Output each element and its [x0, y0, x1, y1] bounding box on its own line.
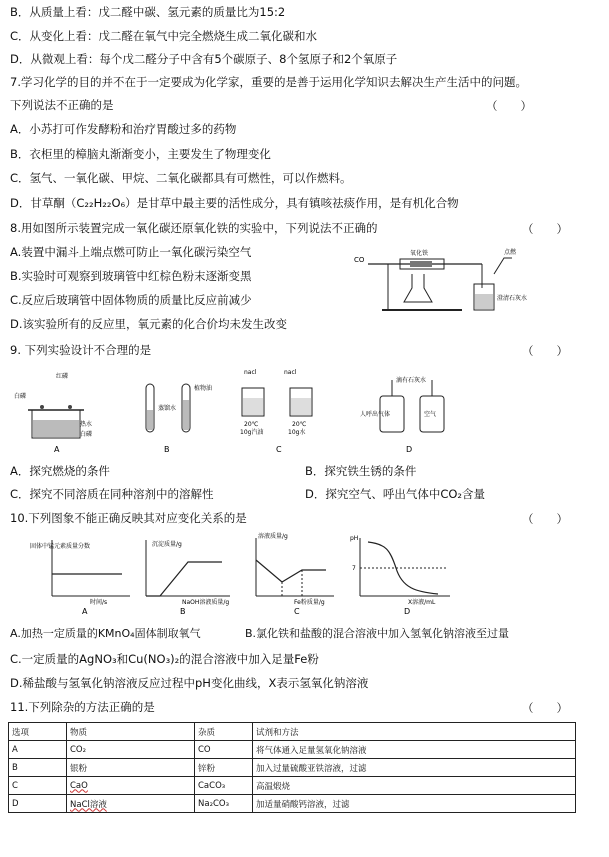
table-row [9, 777, 576, 795]
table-header-row [9, 723, 576, 741]
q8-option-b: B.实验时可观察到玻璃管中红棕色粉末逐渐变黑 [10, 269, 252, 283]
fig-c-left-label: nacl [244, 369, 257, 376]
table-cell: 加适量硝酸钙溶液，过滤 [253, 795, 576, 813]
fig-c-temp2: 20℃ [292, 421, 307, 428]
fig-ignite-label: 点燃 [504, 249, 517, 256]
graph-b-y-label: 沉淀质量/g [152, 541, 182, 548]
fig-white-phosphorus2-label: 白磷 [80, 431, 93, 438]
table-cell: 银粉 [67, 759, 195, 777]
fig-white-phosphorus-label: 白磷 [14, 393, 27, 400]
table-header-cell: 选项 [9, 723, 67, 741]
fig-c-solvent1: 10g汽油 [240, 429, 264, 436]
graph-letter-a: A [82, 607, 88, 616]
q6-option-b: B．从质量上看：戊二醛中碳、氢元素的质量比为15:2 [10, 5, 286, 19]
q6-option-d: D．从微观上看：每个戊二醛分子中含有5个碳原子、8个氢原子和2个氧原子 [10, 52, 398, 66]
q10-graph-d [346, 530, 456, 614]
q8-option-a: A.装置中漏斗上端点燃可防止一氧化碳污染空气 [10, 245, 252, 259]
q7-answer-paren: （ ） [486, 99, 532, 113]
q10-graph-b [130, 534, 240, 614]
table-cell: 将气体通入足量氢氧化钠溶液 [253, 741, 576, 759]
q9-stem: 9. 下列实验设计不合理的是 [10, 343, 152, 357]
graph-letter-d: D [404, 607, 411, 616]
q7-option-c: C．氢气、一氧化碳、甲烷、二氧化碳都具有可燃性，可以作燃料。 [10, 171, 352, 185]
fig-limewater-label: 澄清石灰水 [497, 295, 528, 302]
graph-d-ph7-label: 7 [352, 565, 356, 572]
table-header-cell: 杂质 [195, 723, 253, 741]
q9-option-b: B．探究铁生锈的条件 [305, 464, 417, 478]
fig-iron-oxide-label: 氧化铁 [410, 250, 429, 257]
q8-option-d: D.该实验所有的反应里，氧元素的化合价均未发生改变 [10, 317, 288, 331]
q9-option-a: A．探究燃烧的条件 [10, 464, 110, 478]
q11-stem: 11.下列除杂的方法正确的是 [10, 700, 155, 714]
graph-c-x-label: Fe粉质量/g [294, 599, 325, 606]
table-cell: 高温煅烧 [253, 777, 576, 795]
table-cell: 加入过量硫酸亚铁溶液，过滤 [253, 759, 576, 777]
q9-answer-paren: （ ） [522, 344, 568, 358]
fig-co-label: CO [354, 256, 365, 264]
table-row [9, 741, 576, 759]
q10-graph-a [30, 534, 140, 614]
q10-option-d: D.稀盐酸与氢氧化钠溶液反应过程中pH变化曲线，X表示氢氧化钠溶液 [10, 676, 369, 690]
q10-graph-c [234, 530, 344, 614]
q8-option-c: C.反应后玻璃管中固体物质的质量比反应前减少 [10, 293, 252, 307]
q9-option-d: D．探究空气、呼出气体中CO₂含量 [305, 487, 486, 501]
fig-c-right-label: nacl [284, 369, 297, 376]
table-cell: 锌粉 [195, 759, 253, 777]
q8-apparatus-figure [352, 244, 528, 316]
q9-figure-c [232, 366, 332, 452]
fig-letter-b: B [164, 445, 170, 454]
fig-air-label: 空气 [424, 411, 437, 418]
fig-c-temp1: 20℃ [244, 421, 259, 428]
table-cell: D [9, 795, 67, 813]
q7-option-a: A．小苏打可作发酵粉和治疗胃酸过多的药物 [10, 122, 237, 136]
graph-c-y-label: 溶液质量/g [258, 533, 288, 540]
table-row [9, 759, 576, 777]
table-header-cell: 试剂和方法 [253, 723, 576, 741]
q7-option-b: B．衣柜里的樟脑丸渐渐变小，主要发生了物理变化 [10, 147, 271, 161]
table-header-cell: 物质 [67, 723, 195, 741]
table-cell: CO [195, 741, 253, 759]
q7-option-d: D．甘草酮（C₂₂H₂₂O₆）是甘草中最主要的活性成分，具有镇咳祛痰作用，是有机化合物 [10, 196, 459, 210]
table-cell: Na₂CO₃ [195, 795, 253, 813]
q8-answer-paren: （ ） [522, 222, 568, 236]
fig-hot-water-label: 热水 [80, 421, 93, 428]
q11-options-table [8, 722, 576, 813]
q10-option-a: A.加热一定质量的KMnO₄固体制取氧气 [10, 627, 201, 640]
table-cell: B [9, 759, 67, 777]
graph-a-y-label: 固体中锰元素质量分数 [30, 543, 91, 550]
q10-stem: 10.下列图象不能正确反映其对应变化关系的是 [10, 511, 247, 525]
q10-answer-paren: （ ） [522, 512, 568, 526]
graph-a-x-label: 时间/s [90, 599, 108, 606]
table-cell: C [9, 777, 67, 795]
table-cell: NaCl溶液 [67, 795, 195, 813]
q8-stem: 8.用如图所示装置完成一氧化碳还原氧化铁的实验中，下列说法不正确的 [10, 221, 378, 235]
q11-answer-paren: （ ） [522, 701, 568, 715]
q9-figure-a [14, 370, 94, 452]
q10-option-c: C.一定质量的AgNO₃和Cu(NO₃)₂的混合溶液中加入足量Fe粉 [10, 652, 319, 666]
fig-letter-a: A [54, 445, 60, 454]
graph-letter-c: C [294, 607, 300, 616]
table-cell: A [9, 741, 67, 759]
fig-red-phosphorus-label: 红磷 [56, 373, 69, 380]
q7-stem: 7.学习化学的目的并不在于一定要成为化学家，重要的是善于运用化学知识去解决生产生活中的问题。 [10, 75, 527, 89]
fig-distilled-water-label: 蒸馏水 [158, 405, 177, 412]
table-cell: CO₂ [67, 741, 195, 759]
q10-option-b: B.氯化铁和盐酸的混合溶液中加入氢氧化钠溶液至过量 [245, 627, 510, 640]
q9-figure-d [360, 370, 460, 452]
table-row [9, 795, 576, 813]
table-cell: CaO [67, 777, 195, 795]
graph-letter-b: B [180, 607, 186, 616]
graph-b-x-label: NaOH溶液质量/g [182, 599, 230, 606]
q9-option-c: C．探究不同溶质在同种溶剂中的溶解性 [10, 487, 214, 501]
table-cell: CaCO₃ [195, 777, 253, 795]
fig-vegetable-oil-label: 植物油 [194, 385, 213, 392]
fig-d-top-label: 滴有石灰水 [396, 377, 427, 384]
graph-d-x-label: X溶液/mL [408, 599, 436, 606]
graph-d-y-label: pH [350, 535, 359, 542]
q7-stem-2: 下列说法不正确的是 [10, 98, 114, 112]
q6-option-c: C．从变化上看：戊二醛在氧气中完全燃烧生成二氧化碳和水 [10, 29, 318, 43]
q9-figure-b [130, 370, 220, 452]
fig-exhaled-air-label: 人呼出气体 [360, 411, 391, 418]
fig-letter-c: C [276, 445, 282, 454]
fig-letter-d: D [406, 445, 413, 454]
fig-c-solvent2: 10g水 [288, 429, 306, 436]
